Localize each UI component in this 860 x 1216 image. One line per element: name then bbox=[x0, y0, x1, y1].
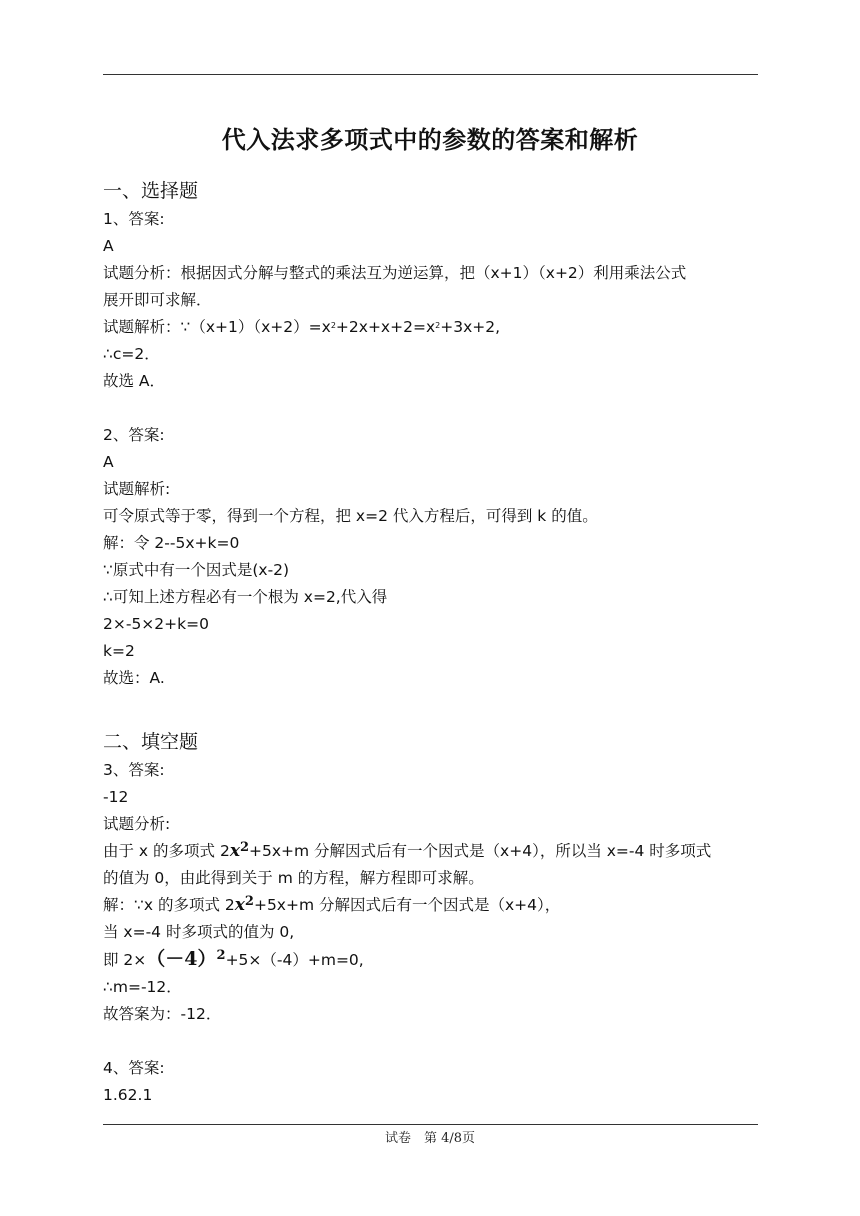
q3-solution-line-1 bbox=[103, 892, 763, 919]
section-heading-choice: 一、选择题 bbox=[103, 180, 199, 202]
q2-line-3: ∵原式中有一个因式是(x-2) bbox=[103, 561, 290, 579]
q3-solution-line-4: ∴m=-12． bbox=[103, 978, 182, 996]
q4-label: 4、答案: bbox=[103, 1059, 165, 1077]
q1-solution-pre: 试题解析：∵（x+1）（x+2）=x bbox=[103, 318, 331, 336]
math-exponent: 2 bbox=[244, 894, 254, 909]
q3-answer: -12 bbox=[103, 788, 129, 806]
q1-analysis-line-1: 试题分析：根据因式分解与整式的乘法互为逆运算，把（x+1）（x+2）利用乘法公式 bbox=[103, 264, 687, 282]
q3-solution-line-3 bbox=[103, 946, 763, 974]
spacer bbox=[103, 395, 763, 422]
q3-analysis-label: 试题分析: bbox=[103, 815, 171, 833]
q1-solution bbox=[103, 314, 763, 341]
math-variable-x: x bbox=[234, 895, 245, 915]
math-variable-x: x bbox=[229, 841, 240, 861]
q1-therefore: ∴c=2． bbox=[103, 345, 160, 363]
math-exponent: 2 bbox=[216, 948, 226, 963]
q3-analysis-line-1 bbox=[103, 838, 763, 865]
q1-exponent-2: 2 bbox=[435, 321, 441, 330]
q3-s3-pre: 即 2× bbox=[103, 951, 147, 969]
q1-analysis-line-2: 展开即可求解． bbox=[103, 291, 212, 309]
q3-a1-post: +5x+m 分解因式后有一个因式是（x+4），所以当 x=-4 时多项式 bbox=[249, 842, 712, 860]
q2-label: 2、答案: bbox=[103, 426, 165, 444]
q1-answer: A bbox=[103, 237, 114, 255]
math-negative-four: （－4） bbox=[146, 948, 217, 970]
section-heading-fill: 二、填空题 bbox=[103, 731, 199, 753]
q2-choose: 故选：A. bbox=[103, 669, 165, 687]
q2-line-2: 解：令 2--5x+k=0 bbox=[103, 534, 240, 552]
q4-answer: 1.62.1 bbox=[103, 1086, 153, 1104]
q3-a1-pre: 由于 x 的多项式 2 bbox=[103, 842, 230, 860]
q3-s3-post: +5×（-4）+m=0, bbox=[225, 951, 364, 969]
q1-solution-post: +3x+2, bbox=[440, 318, 501, 336]
q3-s1-post: +5x+m 分解因式后有一个因式是（x+4）， bbox=[253, 896, 561, 914]
page-footer: 试卷 第 4/8页 bbox=[384, 1131, 476, 1146]
q2-analysis-label: 试题解析: bbox=[103, 480, 171, 498]
spacer bbox=[103, 692, 763, 727]
q1-exponent-1: 2 bbox=[330, 321, 336, 330]
header-rule bbox=[103, 74, 758, 75]
q1-solution-mid: +2x+x+2=x bbox=[335, 318, 436, 336]
q2-line-4: ∴可知上述方程必有一个根为 x=2,代入得 bbox=[103, 588, 388, 606]
q3-solution-line-5: 故答案为：-12． bbox=[103, 1005, 222, 1023]
page-title: 代入法求多项式中的参数的答案和解析 bbox=[221, 126, 639, 154]
q1-label: 1、答案: bbox=[103, 210, 165, 228]
document-body bbox=[103, 176, 763, 1109]
q3-s1-pre: 解：∵x 的多项式 2 bbox=[103, 896, 235, 914]
q1-choose: 故选 A． bbox=[103, 372, 166, 390]
spacer bbox=[103, 1028, 763, 1055]
footer-rule bbox=[103, 1124, 758, 1125]
math-exponent: 2 bbox=[239, 840, 250, 855]
q2-line-1: 可令原式等于零，得到一个方程，把 x=2 代入方程后，可得到 k 的值。 bbox=[103, 507, 598, 525]
q2-line-6: k=2 bbox=[103, 642, 135, 660]
q3-label: 3、答案: bbox=[103, 761, 165, 779]
q2-answer: A bbox=[103, 453, 114, 471]
q2-line-5: 2×-5×2+k=0 bbox=[103, 615, 209, 633]
q3-solution-line-2: 当 x=-4 时多项式的值为 0, bbox=[103, 923, 295, 941]
q3-analysis-line-2: 的值为 0，由此得到关于 m 的方程，解方程即可求解。 bbox=[103, 869, 484, 887]
